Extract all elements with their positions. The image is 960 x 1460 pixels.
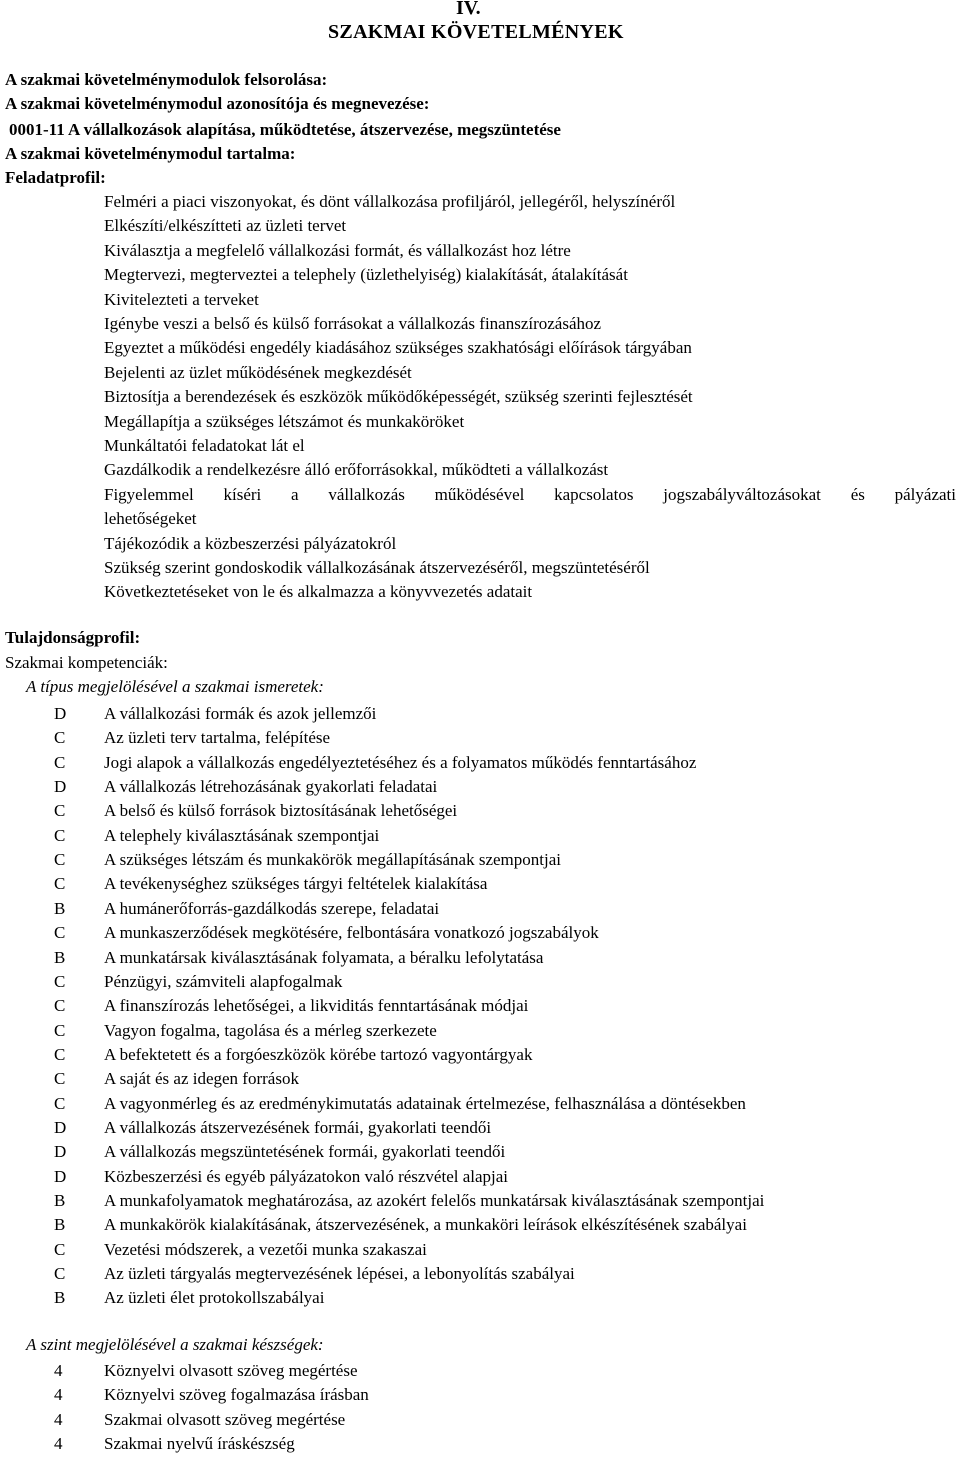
knowledge-level: C <box>54 923 66 943</box>
task-item: Figyelemmel kíséri a vállalkozás működésével kapcsolatos jogszabályváltozásokat és pályázati <box>104 484 956 504</box>
knowledge-text: Az üzleti terv tartalma, felépítése <box>104 728 331 748</box>
knowledge-level: D <box>54 704 67 723</box>
property-profile-heading: Tulajdonságprofil: <box>5 628 141 647</box>
knowledge-level: B <box>54 1288 66 1308</box>
knowledge-text: A telephely kiválasztásának szempontjai <box>104 825 380 845</box>
module-content-heading: A szakmai követelménymodul tartalma: <box>5 144 296 163</box>
knowledge-text: Jogi alapok a vállalkozás engedélyeztetéséhez és a folyamatos működés fenntartásához <box>104 752 697 772</box>
skill-level: 4 <box>54 1409 63 1429</box>
knowledge-level: C <box>54 1093 66 1113</box>
task-profile-heading: Feladatprofil: <box>5 168 106 187</box>
knowledge-intro <box>26 677 324 697</box>
knowledge-level: C <box>54 850 66 870</box>
chapter-number: IV. <box>456 0 481 19</box>
task-item: Igénybe veszi a belső és külső forrásokat a vállalkozás finanszírozásához <box>104 314 602 333</box>
module-id-heading: A szakmai követelménymodul azonosítója és megnevezése: <box>5 94 430 113</box>
skill-level: 4 <box>54 1385 63 1405</box>
knowledge-level: C <box>54 825 66 845</box>
module-id-line: 0001-11 A vállalkozások alapítása, működtetése, átszervezése, megszüntetése <box>9 120 561 139</box>
knowledge-level: C <box>54 1264 66 1284</box>
knowledge-level: B <box>54 1215 66 1235</box>
knowledge-level: C <box>54 1044 66 1064</box>
knowledge-level: D <box>54 777 67 797</box>
knowledge-level: C <box>54 728 66 748</box>
task-item: Gazdálkodik a rendelkezésre álló erőforrásokkal, működteti a vállalkozást <box>104 460 609 480</box>
knowledge-text: A vállalkozás átszervezésének formái, gyakorlati teendői <box>104 1117 492 1137</box>
knowledge-text: A finanszírozás lehetőségei, a likviditás fenntartásának módjai <box>104 996 529 1016</box>
knowledge-text: A tevékenységhez szükséges tárgyi feltételek kialakítása <box>104 874 488 894</box>
knowledge-level: C <box>54 1020 66 1040</box>
skill-text: Szakmai nyelvű íráskészség <box>104 1433 295 1453</box>
knowledge-level: C <box>54 874 66 894</box>
knowledge-text: Pénzügyi, számviteli alapfogalmak <box>104 971 343 991</box>
skill-level: 4 <box>54 1433 63 1453</box>
knowledge-text: A vállalkozás megszüntetésének formái, gyakorlati teendői <box>104 1142 506 1162</box>
knowledge-level: C <box>54 1069 66 1089</box>
task-item: Következtetéseket von le és alkalmazza a könyvvezetés adatait <box>104 582 533 602</box>
knowledge-level: B <box>54 898 66 918</box>
knowledge-text: A munkatársak kiválasztásának folyamata, a béralku lefolytatása <box>104 947 544 967</box>
knowledge-text: A saját és az idegen források <box>104 1069 299 1089</box>
task-item: Szükség szerint gondoskodik vállalkozásának átszervezéséről, megszüntetéséről <box>104 558 650 577</box>
skill-text: Köznyelvi olvasott szöveg megértése <box>104 1361 358 1380</box>
knowledge-text: Vezetési módszerek, a vezetői munka szakaszai <box>104 1239 427 1259</box>
task-item: Kivitelezteti a terveket <box>104 289 259 309</box>
knowledge-text: Közbeszerzési és egyéb pályázatokon való részvétel alapjai <box>104 1166 509 1186</box>
knowledge-text: Az üzleti élet protokollszabályai <box>104 1288 325 1308</box>
task-item: Bejelenti az üzlet működésének megkezdését <box>104 362 412 382</box>
knowledge-text: A humánerőforrás-gazdálkodás szerepe, feladatai <box>104 898 440 918</box>
chapter-title: SZAKMAI KÖVETELMÉNYEK <box>328 21 624 43</box>
task-item: Elkészíti/elkészítteti az üzleti tervet <box>104 216 347 236</box>
knowledge-text: Vagyon fogalma, tagolása és a mérleg szerkezete <box>104 1020 437 1040</box>
knowledge-level: C <box>54 752 66 772</box>
knowledge-level: D <box>54 1117 67 1137</box>
task-item: Biztosítja a berendezések és eszközök működőképességét, szükség szerinti fejlesztését <box>104 387 693 407</box>
knowledge-level: C <box>54 1239 66 1259</box>
knowledge-text: Az üzleti tárgyalás megtervezésének lépései, a lebonyolítás szabályai <box>104 1264 575 1284</box>
knowledge-level: C <box>54 996 66 1016</box>
skill-level: 4 <box>54 1361 63 1380</box>
skill-text: Köznyelvi szöveg fogalmazása írásban <box>104 1385 369 1405</box>
skill-text: Szakmai olvasott szöveg megértése <box>104 1409 346 1429</box>
knowledge-text: A munkakörök kialakításának, átszervezésének, a munkaköri leírások elkészítésének szabályai <box>104 1215 747 1235</box>
knowledge-text: A vállalkozás létrehozásának gyakorlati feladatai <box>104 777 438 797</box>
task-item: Munkáltatói feladatokat lát el <box>104 436 305 455</box>
knowledge-text: A szükséges létszám és munkakörök megállapításának szempontjai <box>104 850 561 870</box>
task-item: Tájékozódik a közbeszerzési pályázatokról <box>104 533 397 553</box>
knowledge-text: A befektetett és a forgóeszközök körébe tartozó vagyontárgyak <box>104 1044 533 1064</box>
competences-heading: Szakmai kompetenciák: <box>5 653 168 672</box>
knowledge-text: A munkafolyamatok meghatározása, az azokért felelős munkatársak kiválasztásának szempontjai <box>104 1191 765 1210</box>
knowledge-intro-text: A típus megjelölésével a szakmai ismeretek: <box>26 677 324 696</box>
knowledge-text: A munkaszerződések megkötésére, felbontására vonatkozó jogszabályok <box>104 923 599 943</box>
knowledge-level: C <box>54 971 66 991</box>
task-item: Megtervezi, megterveztei a telephely (üzlethelyiség) kialakítását, átalakítását <box>104 265 628 285</box>
knowledge-level: B <box>54 947 66 967</box>
knowledge-text: A vagyonmérleg és az eredménykimutatás adatainak értelmezése, felhasználása a döntésekben <box>104 1093 746 1113</box>
task-item: Megállapítja a szükséges létszámot és munkaköröket <box>104 411 465 431</box>
knowledge-text: A belső és külső források biztosításának lehetőségei <box>104 801 458 821</box>
knowledge-level: C <box>54 801 66 821</box>
task-item: Kiválasztja a megfelelő vállalkozási formát, és vállalkozást hoz létre <box>104 240 571 260</box>
task-item: Egyeztet a működési engedély kiadásához szükséges szakhatósági előírások tárgyában <box>104 338 692 358</box>
knowledge-level: D <box>54 1166 67 1186</box>
knowledge-level: B <box>54 1191 66 1210</box>
skills-intro-text: A szint megjelölésével a szakmai készségek: <box>26 1335 324 1354</box>
task-item: lehetőségeket <box>104 509 197 529</box>
task-item: Felméri a piaci viszonyokat, és dönt vállalkozása profiljáról, jellegéről, helyszínéről <box>104 192 676 211</box>
knowledge-level: D <box>54 1142 67 1162</box>
module-list-heading: A szakmai követelménymodulok felsorolása: <box>5 70 328 89</box>
skills-intro <box>26 1335 324 1355</box>
knowledge-text: A vállalkozási formák és azok jellemzői <box>104 704 377 723</box>
